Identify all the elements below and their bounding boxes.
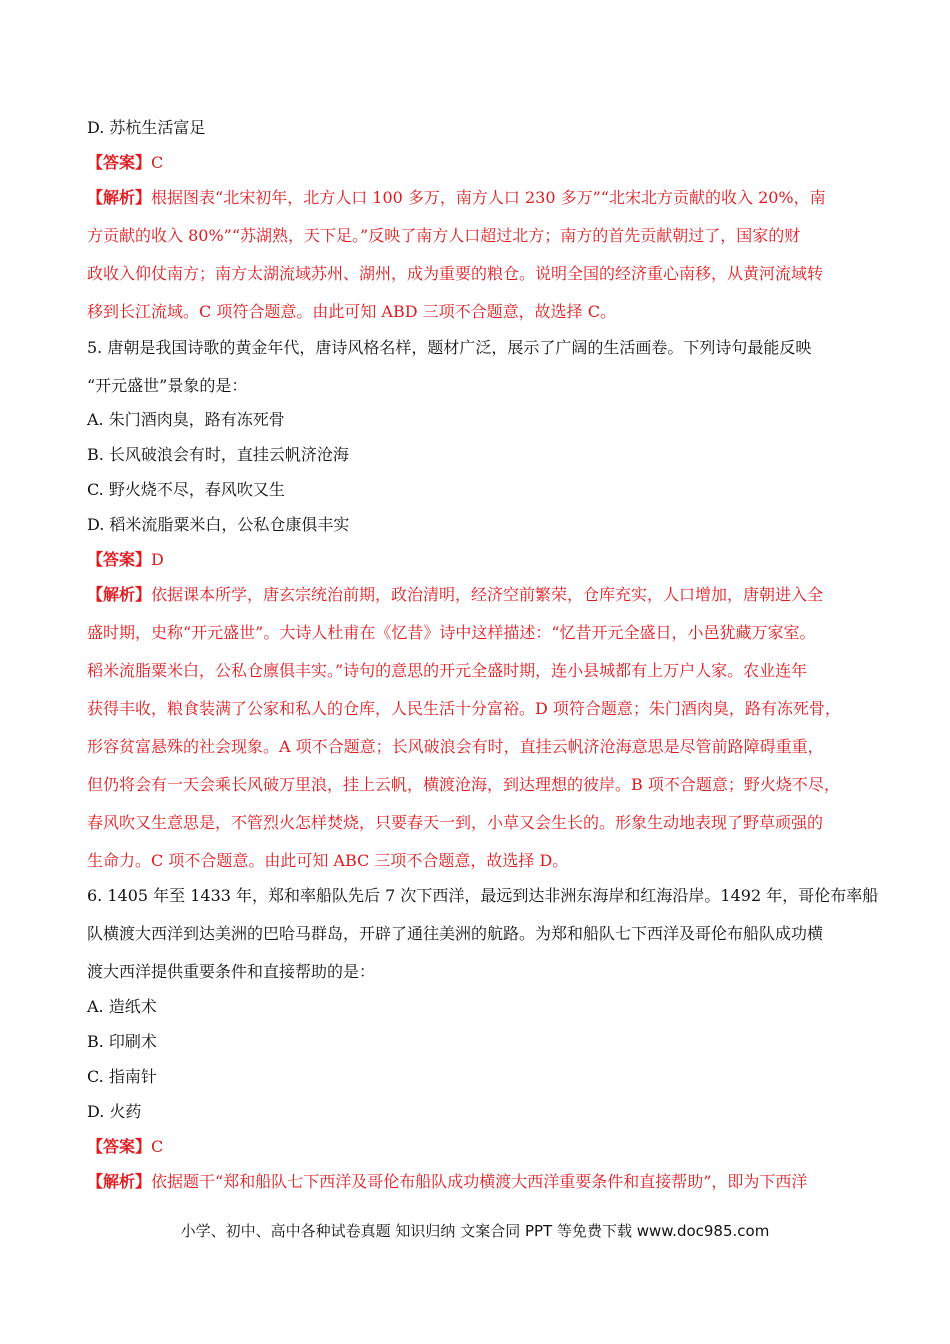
q6-option-d: D. 火药 [87,1102,142,1121]
q4-analysis-line: 移到长江流域。C 项符合题意。由此可知 ABD 三项不合题意，故选择 C。 [87,302,616,321]
q5-analysis-line [87,585,823,605]
q4-analysis-line: 政收入仰仗南方；南方太湖流域苏州、湖州，成为重要的粮仓。说明全国的经济重心南移，从黄河流域转 [87,264,824,283]
q6-stem-line: 渡大西洋提供重要条件和直接帮助的是： [87,962,376,981]
q5-analysis-line: 形容贫富悬殊的社会现象。A 项不合题意；长风破浪会有时，直挂云帆济沧海意思是尽管前路障碍重重， [87,737,824,756]
q5-stem-line: 5. 唐朝是我国诗歌的黄金年代，唐诗风格名样，题材广泛，展示了广阔的生活画卷。下列诗句最能反映 [87,338,812,357]
q5-option-d: D. 稻米流脂粟米白，公私仓康俱丰实 [87,515,350,534]
q5-analysis-line: 获得丰收，粮食装满了公家和私人的仓库，人民生活十分富裕。D 项符合题意；朱门酒肉臭，路有冻死骨， [87,699,841,718]
analysis-tag: 【解析】 [87,188,152,207]
q5-analysis-line: 但仍将会有一天会乘长风破万里浪，挂上云帆，横渡沧海，到达理想的彼岸。B 项不合题意；野火烧不尽， [87,775,840,794]
analysis-text: 依据题干“郑和船队七下西洋及哥伦布船队成功横渡大西洋重要条件和直接帮助”，即为下西洋 [151,1172,808,1191]
answer-tag: 【答案】 [87,1137,152,1156]
page-footer: 小学、初中、高中各种试卷真题 知识归纳 文案合同 PPT 等免费下载 www.doc985.com [180,1222,770,1240]
q5-analysis-line: 盛时期，史称“开元盛世”。大诗人杜甫在《忆昔》诗中这样描述：“忆昔开元全盛日，小邑犹藏万家室。 [87,623,816,642]
q6-option-c: C. 指南针 [87,1067,157,1086]
q5-stem-line: “开元盛世”景象的是： [87,376,248,395]
answer-value: C [151,1137,164,1156]
q6-option-a: A. 造纸术 [87,997,157,1016]
q6-stem-line: 6. 1405 年至 1433 年，郑和率船队先后 7 次下西洋，最远到达非洲东海岸和红海沿岸。1492 年，哥伦布率船 [87,886,879,905]
q4-option-d: D. 苏杭生活富足 [87,118,206,137]
analysis-text: 依据课本所学，唐玄宗统治前期，政治清明，经济空前繁荣，仓库充实，人口增加，唐朝进入全 [151,585,824,604]
analysis-tag: 【解析】 [87,585,152,604]
q5-option-a: A. 朱门酒肉臭，路有冻死骨 [87,410,285,429]
answer-tag: 【答案】 [87,153,152,172]
q4-analysis-line: 方贡献的收入 80%”“苏湖熟，天下足。”反映了南方人口超过北方；南方的首先贡献朝过了，国家的财 [87,226,801,245]
analysis-tag: 【解析】 [87,1172,152,1191]
q4-answer [87,153,163,173]
q5-analysis-line: 春风吹又生意思是，不管烈火怎样焚烧，只要春天一到，小草又会生长的。形象生动地表现了野草顽强的 [87,813,824,832]
q5-option-c: C. 野火烧不尽，春风吹又生 [87,480,285,499]
q5-analysis-line: 稻米流脂粟米白，公私仓廪俱丰实。”诗句的意思的开元全盛时期，连小县城都有上万户人家。农业连年 [87,661,808,680]
q6-stem-line: 队横渡大西洋到达美洲的巴哈马群岛，开辟了通往美洲的航路。为郑和船队七下西洋及哥伦布船队成功横 [87,924,824,943]
answer-value: D [151,550,164,569]
q5-option-b: B. 长风破浪会有时，直挂云帆济沧海 [87,445,349,464]
q6-option-b: B. 印刷术 [87,1032,157,1051]
q5-analysis-line: 生命力。C 项不合题意。由此可知 ABC 三项不合题意，故选择 D。 [87,851,569,870]
answer-tag: 【答案】 [87,550,152,569]
analysis-text: 根据图表“北宋初年，北方人口 100 多万，南方人口 230 多万”“北宋北方贡献的收入 20%，南 [151,188,826,207]
q6-answer [87,1137,163,1157]
answer-value: C [151,153,164,172]
q6-analysis-line [87,1172,807,1192]
q5-answer [87,550,164,570]
q4-analysis-line [87,188,826,208]
